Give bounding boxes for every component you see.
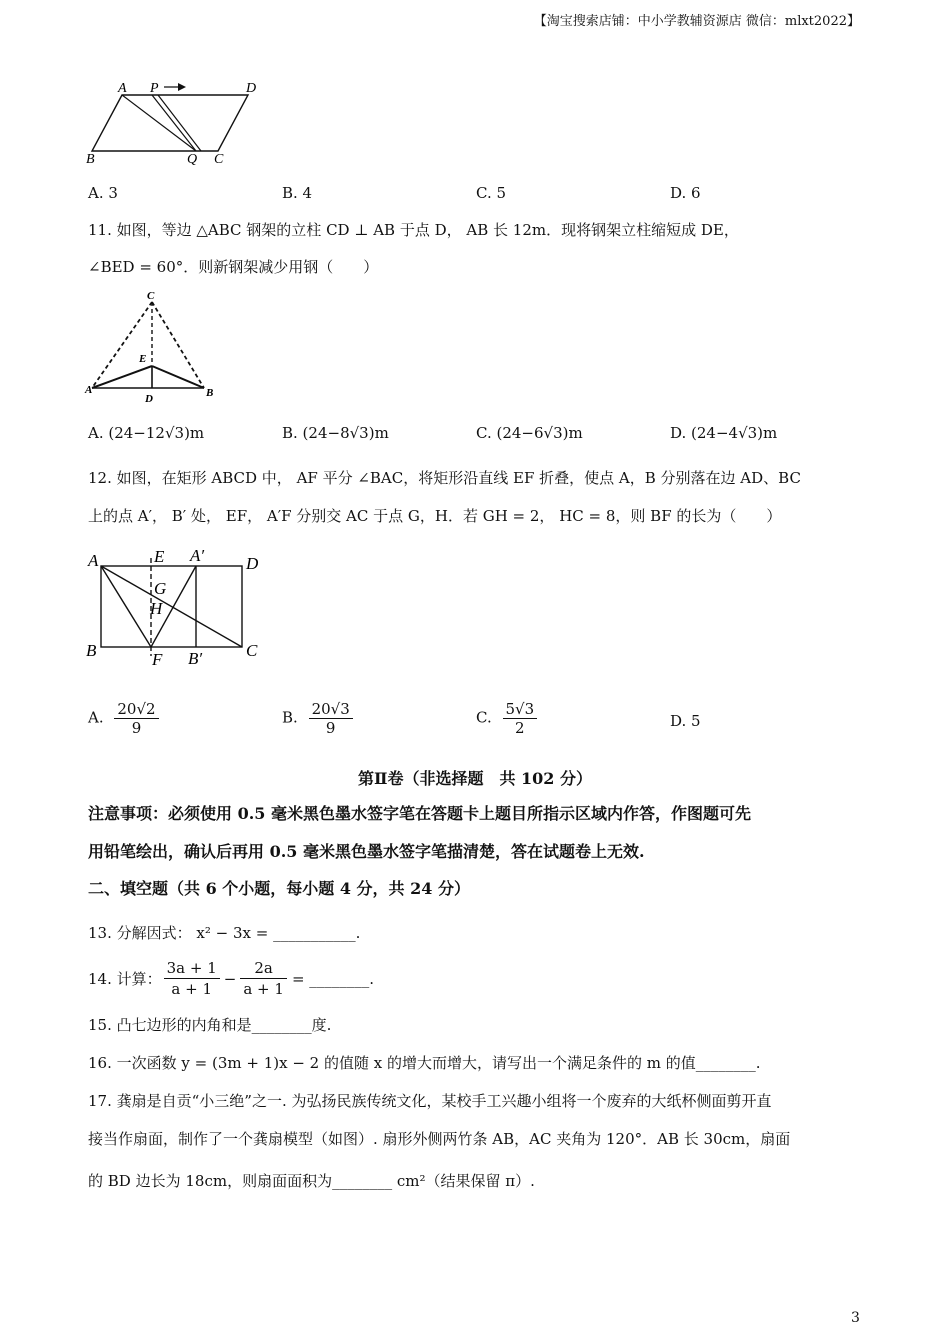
q12-stem-line1: 12. 如图，在矩形 ABCD 中， AF 平分 ∠BAC，将矩形沿直线 EF 折叠，使点 A，B 分别落在边 AD、BC xyxy=(88,469,801,487)
q11-triangle-figure xyxy=(84,288,224,406)
q10-parallelogram-figure xyxy=(86,78,276,168)
q11-label-b: B xyxy=(206,387,214,399)
notice-line1: 注意事项：必须使用 0.5 毫米黑色墨水签字笔在答题卡上题目所指示区域内作答，作图题可先 xyxy=(88,804,751,823)
q10-label-a: A xyxy=(118,81,127,96)
q12-label-a-prime: A′ xyxy=(190,546,205,565)
q10-label-d: D xyxy=(246,81,257,96)
q12-label-b: B xyxy=(86,641,97,660)
q10-option-b: B. 4 xyxy=(282,184,313,202)
q10-label-p: P xyxy=(150,81,159,96)
q11-option-b: B. (24−8√3)m xyxy=(282,424,389,442)
q17-line2: 接当作扇面，制作了一个龚扇模型（如图）. 扇形外侧两竹条 AB，AC 夹角为 120°．AB 长 30cm，扇面 xyxy=(88,1130,791,1148)
q11-option-d: D. (24−4√3)m xyxy=(670,424,778,442)
q13: 13. 分解因式： x² − 3x = ___________. xyxy=(88,924,361,942)
q14: 14. 计算： $\frac{3a + 1}{a + 1}$ − $\frac{2a}{a + 1}$ = ________. xyxy=(88,959,375,998)
q12-label-b-prime: B′ xyxy=(188,649,203,668)
q12-label-h: H xyxy=(150,599,163,618)
fill-in-section-title: 二、填空题（共 6 个小题，每小题 4 分，共 24 分） xyxy=(88,879,470,898)
q12-option-c: C. $\frac{5√3}{2}$ xyxy=(476,700,539,737)
q10-option-a: A. 3 xyxy=(88,184,118,202)
notice-line2: 用铅笔绘出，确认后再用 0.5 毫米黑色墨水签字笔描清楚，答在试题卷上无效. xyxy=(88,842,645,861)
q10-option-c: C. 5 xyxy=(476,184,507,202)
q11-stem-line1: 11. 如图，等边 △ABC 钢架的立柱 CD ⊥ AB 于点 D， AB 长 12m．现将钢架立柱缩短成 DE， xyxy=(88,221,739,239)
q12-label-d: D xyxy=(246,554,259,573)
q12-label-f: F xyxy=(152,650,163,669)
q16: 16. 一次函数 y = (3m + 1)x − 2 的值随 x 的增大而增大，请写出一个满足条件的 m 的值________. xyxy=(88,1054,761,1072)
q17-line1: 17. 龚扇是自贡“小三绝”之一. 为弘扬民族传统文化，某校手工兴趣小组将一个废弃的大纸杯侧面剪开直 xyxy=(88,1092,772,1110)
q17-line3: 的 BD 边长为 18cm，则扇面面积为________ cm²（结果保留 π）. xyxy=(88,1172,535,1190)
q11-label-c: C xyxy=(147,290,155,302)
page-header: 【淘宝搜索店铺：中小学教辅资源店 微信：mlxt2022】 xyxy=(533,14,860,29)
page-number: 3 xyxy=(851,1310,860,1326)
q11-option-c: C. (24−6√3)m xyxy=(476,424,583,442)
q12-rectangle-figure xyxy=(84,544,274,670)
q12-label-e: E xyxy=(154,547,165,566)
q11-stem-line2: ∠BED = 60°．则新钢架减少用钢（ ） xyxy=(88,258,379,276)
q12-label-a: A xyxy=(88,551,99,570)
q11-label-a: A xyxy=(85,384,93,396)
q12-option-a: A. $\frac{20√2}{9}$ xyxy=(88,700,161,737)
q12-stem-line2: 上的点 A′， B′ 处， EF， A′F 分别交 AC 于点 G，H．若 GH = 2， HC = 8，则 BF 的长为（ ） xyxy=(88,507,782,525)
q12-option-d: D. 5 xyxy=(670,712,701,730)
q10-label-b: B xyxy=(86,152,95,167)
q15: 15. 凸七边形的内角和是________度. xyxy=(88,1016,332,1034)
q12-option-b: B. $\frac{20√3}{9}$ xyxy=(282,700,355,737)
q10-label-q: Q xyxy=(187,152,198,167)
q11-label-e: E xyxy=(139,353,147,365)
q12-label-g: G xyxy=(154,579,167,598)
section-2-title: 第Ⅱ卷（非选择题 共 102 分） xyxy=(357,769,593,788)
q12-label-c: C xyxy=(246,641,258,660)
q10-label-c: C xyxy=(214,152,224,167)
q10-option-d: D. 6 xyxy=(670,184,701,202)
q11-label-d: D xyxy=(145,393,153,405)
q11-option-a: A. (24−12√3)m xyxy=(88,424,205,442)
